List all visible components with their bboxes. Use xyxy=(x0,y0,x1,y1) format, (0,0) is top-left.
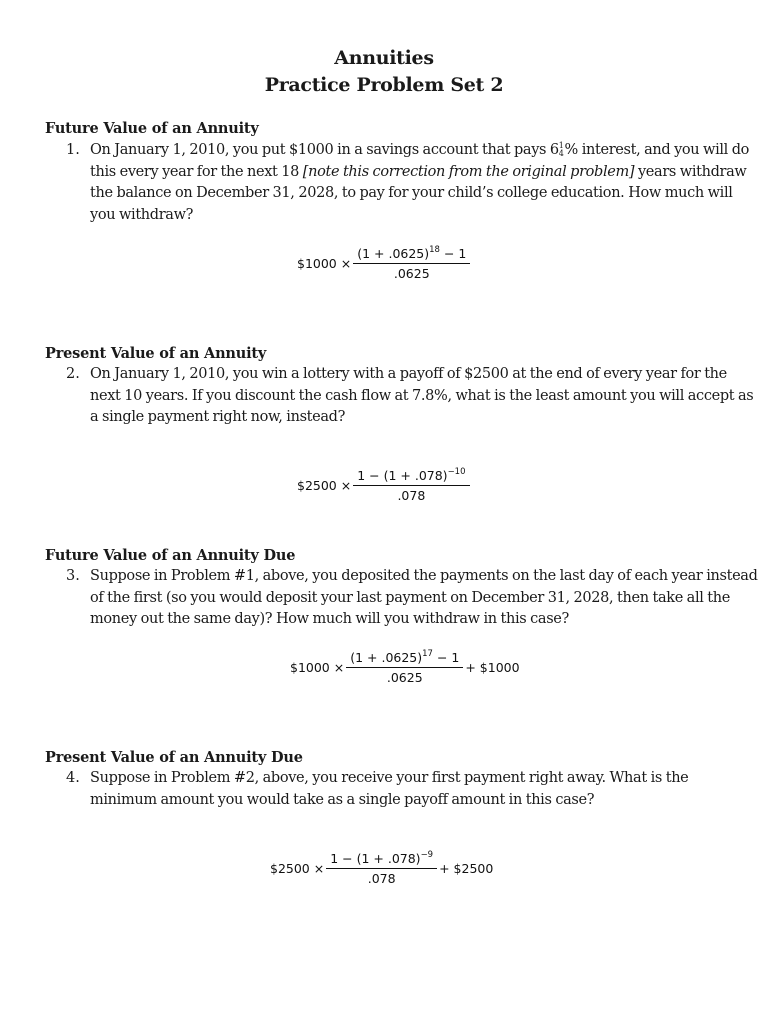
numerator-base: (1 + .0625) xyxy=(357,246,430,261)
problem-line: minimum amount you would take as a single payoff amount in this case? xyxy=(90,791,595,808)
formula-suffix: + $2500 xyxy=(439,861,494,876)
problem-line: you withdraw? xyxy=(90,206,194,223)
formula-numerator xyxy=(326,851,437,868)
formula-exponent: −10 xyxy=(447,467,466,477)
formula-denominator: .0625 xyxy=(353,263,470,281)
formula-denominator: .0625 xyxy=(346,667,463,685)
formula-prefix: $2500 × xyxy=(270,861,325,876)
formula-fraction xyxy=(353,246,470,281)
formula-prefix: $2500 × xyxy=(297,478,352,493)
fraction-denominator: 4 xyxy=(558,149,564,159)
section-heading-present-value-annuity: Present Value of an Annuity xyxy=(45,345,267,362)
problem-number: 4. xyxy=(66,770,80,786)
problem-line xyxy=(90,140,750,162)
formula-numerator xyxy=(353,468,469,485)
problem-text xyxy=(90,140,750,226)
problem-number: 2. xyxy=(66,366,80,382)
problem-text xyxy=(90,566,758,631)
problem-line: a single payment right now, instead? xyxy=(90,409,346,425)
formula-exponent: 17 xyxy=(422,649,433,659)
formula-numerator xyxy=(353,246,470,263)
problem-line: next 10 years. If you discount the cash flow at 7.8%, what is the least amount you will accept as xyxy=(90,387,754,404)
formula-2 xyxy=(297,468,472,503)
section-heading-future-value-annuity: Future Value of an Annuity xyxy=(45,120,259,137)
rate-fraction xyxy=(559,142,564,158)
section-heading-future-value-annuity-due: Future Value of an Annuity Due xyxy=(45,547,296,564)
formula-suffix: + $1000 xyxy=(465,660,520,675)
formula-1 xyxy=(297,246,472,281)
problem-line: Suppose in Problem #1, above, you deposited the payments on the last day of each year instead xyxy=(90,568,758,584)
problem-text-run: years withdraw xyxy=(634,163,747,180)
problem-text xyxy=(90,364,754,429)
section-heading-present-value-annuity-due: Present Value of an Annuity Due xyxy=(45,749,303,766)
problem-line: Suppose in Problem #2, above, you receive your first payment right away. What is the xyxy=(90,770,689,786)
problem-text-run: % interest, and you will do xyxy=(564,142,750,158)
problem-number: 1. xyxy=(66,142,80,158)
formula-denominator: .078 xyxy=(326,868,437,886)
numerator-base: 1 − (1 + .078) xyxy=(330,851,421,866)
fraction-numerator: 1 xyxy=(558,141,564,151)
problem-text-run: On January 1, 2010, you put $1000 in a savings account that pays 6 xyxy=(90,142,559,158)
problem-line: money out the same day)? How much will you withdraw in this case? xyxy=(90,611,569,627)
formula-exponent: −9 xyxy=(420,850,434,860)
problem-text xyxy=(90,768,730,811)
formula-3 xyxy=(290,650,520,685)
formula-prefix: $1000 × xyxy=(297,256,352,271)
formula-fraction xyxy=(346,650,463,685)
problem-line: of the first (so you would deposit your last payment on December 31, 2028, then take all the xyxy=(90,589,731,606)
problem-number: 3. xyxy=(66,568,80,584)
problem-line: On January 1, 2010, you win a lottery with a payoff of $2500 at the end of every year for the xyxy=(90,366,727,382)
numerator-tail: − 1 xyxy=(439,246,467,261)
formula-denominator: .078 xyxy=(353,485,469,503)
correction-note: [note this correction from the original problem] xyxy=(302,163,635,180)
formula-fraction xyxy=(326,851,437,886)
formula-numerator xyxy=(346,650,463,667)
formula-fraction xyxy=(353,468,469,503)
document-subtitle: Practice Problem Set 2 xyxy=(264,74,504,96)
formula-exponent: 18 xyxy=(429,245,440,255)
formula-4 xyxy=(270,851,493,886)
formula-prefix: $1000 × xyxy=(290,660,345,675)
numerator-base: (1 + .0625) xyxy=(350,650,423,665)
problem-line: the balance on December 31, 2028, to pay for your child’s college education. How much will xyxy=(90,185,733,201)
problem-line xyxy=(90,162,747,184)
numerator-tail: − 1 xyxy=(432,650,460,665)
numerator-base: 1 − (1 + .078) xyxy=(357,468,448,483)
document-title: Annuities xyxy=(334,47,434,69)
problem-text-run: this every year for the next 18 xyxy=(90,163,303,180)
